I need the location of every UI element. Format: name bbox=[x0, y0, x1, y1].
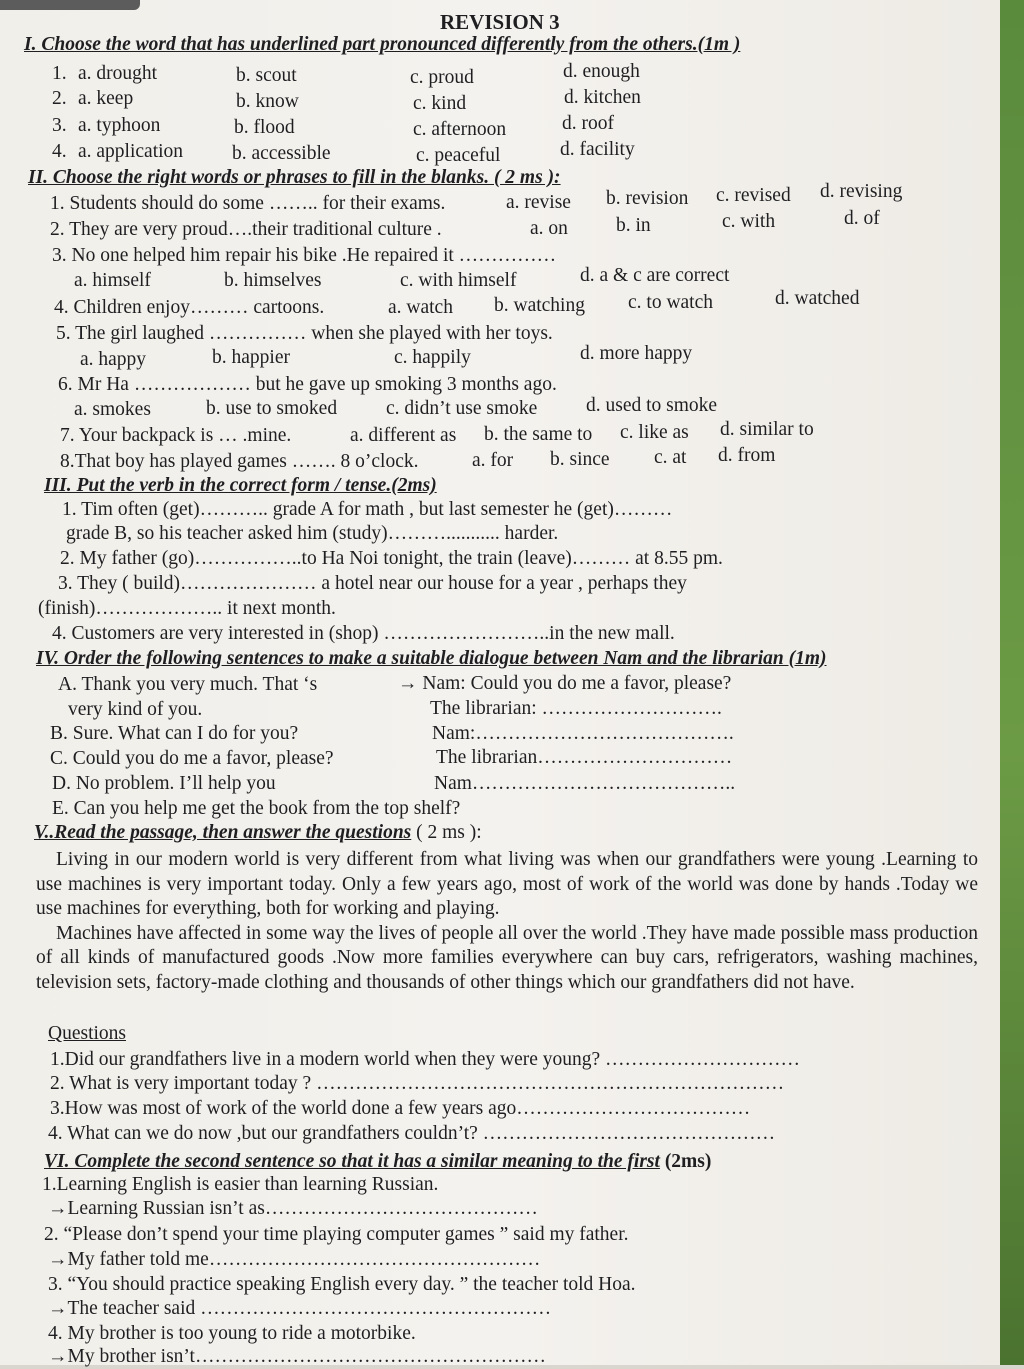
s2-q8-option-c: c. at bbox=[654, 447, 687, 468]
s2-q2-option-b: b. in bbox=[616, 215, 651, 236]
s2-q5-option-b: b. happier bbox=[212, 347, 290, 368]
s2-q3-option-b: b. himselves bbox=[224, 270, 322, 291]
s2-q8-stem: 8.That boy has played games ……. 8 o’clock. bbox=[60, 451, 419, 472]
s2-q7-option-b: b. the same to bbox=[484, 424, 593, 445]
s2-q1-option-b: b. revision bbox=[606, 188, 689, 209]
s2-q8-option-d: d. from bbox=[718, 445, 776, 466]
section-6-heading-row bbox=[44, 1150, 711, 1174]
s3-line-3: 2. My father (go)……………..to Ha Noi tonight, the train (leave)……… at 8.55 pm. bbox=[60, 548, 723, 569]
top-shadow bbox=[0, 0, 140, 10]
s2-q8-option-a: a. for bbox=[472, 450, 514, 471]
s2-q1-stem: 1. Students should do some …….. for their exams. bbox=[50, 193, 446, 214]
s2-q4-option-b: b. watching bbox=[494, 295, 585, 316]
s4-sentence-d: D. No problem. I’ll help you bbox=[52, 773, 276, 794]
s1-q4-option-b: b. accessible bbox=[232, 143, 331, 164]
s2-q1-option-c: c. revised bbox=[716, 185, 791, 206]
s2-q5-stem: 5. The girl laughed …………… when she played with her toys. bbox=[56, 323, 553, 344]
s2-q6-option-d: d. used to smoke bbox=[586, 395, 718, 416]
s4-sentence-a-cont: very kind of you. bbox=[68, 699, 203, 720]
s1-q2-option-d: d. kitchen bbox=[564, 87, 641, 108]
s2-q4-stem: 4. Children enjoy……… cartoons. bbox=[54, 297, 325, 318]
s2-q6-option-b: b. use to smoked bbox=[206, 398, 338, 419]
s5-question-3: 3.How was most of work of the world done a few years ago……………………………… bbox=[50, 1098, 751, 1119]
s2-q1-option-a: a. revise bbox=[506, 192, 571, 213]
s2-q7-option-a: a. different as bbox=[350, 425, 457, 446]
s2-q6-option-a: a. smokes bbox=[74, 399, 151, 420]
s3-line-4: 3. They ( build)………………… a hotel near our house for a year , perhaps they bbox=[58, 573, 687, 594]
s1-q3-option-d: d. roof bbox=[562, 113, 614, 134]
s5-question-2: 2. What is very important today ? ……………………………………………………………… bbox=[50, 1073, 785, 1094]
section-4-heading: IV. Order the following sentences to make a suitable dialogue between Nam and the librarian (1m) bbox=[36, 648, 827, 669]
s2-q5-option-a: a. happy bbox=[80, 349, 147, 370]
s1-q3-option-a: a. typhoon bbox=[78, 115, 161, 136]
section-5-heading-row bbox=[34, 821, 482, 845]
s2-q4-option-d: d. watched bbox=[775, 288, 860, 309]
s1-q1-option-d: d. enough bbox=[563, 61, 640, 82]
s2-q2-stem: 2. They are very proud….their traditional culture . bbox=[50, 219, 442, 240]
s2-q3-option-c: c. with himself bbox=[400, 270, 517, 291]
s3-line-2: grade B, so his teacher asked him (study)………........... harder. bbox=[66, 523, 559, 544]
s2-q4-option-c: c. to watch bbox=[628, 292, 714, 313]
s1-q1-option-a: a. drought bbox=[78, 63, 158, 84]
section-5-heading: V..Read the passage, then answer the questions bbox=[34, 822, 412, 843]
s2-q3-option-a: a. himself bbox=[74, 270, 151, 291]
s2-q2-option-d: d. of bbox=[844, 208, 880, 229]
s2-q6-stem: 6. Mr Ha ……………… but he gave up smoking 3 months ago. bbox=[58, 374, 557, 395]
s6-line-4: →My father told me…………………………………………… bbox=[48, 1249, 541, 1270]
s2-q1-option-d: d. revising bbox=[820, 181, 903, 202]
s6-line-8: →My brother isn’t……………………………………………… bbox=[48, 1346, 546, 1367]
green-background-edge bbox=[1000, 0, 1024, 1365]
s1-q3-option-b: b. flood bbox=[234, 117, 295, 138]
s2-q8-option-b: b. since bbox=[550, 449, 610, 470]
s1-q1-number: 1. bbox=[52, 63, 67, 84]
s6-line-1: 1.Learning English is easier than learning Russian. bbox=[42, 1174, 439, 1195]
s2-q3-stem: 3. No one helped him repair his bike .He repaired it …………… bbox=[52, 245, 557, 266]
s4-sentence-c: C. Could you do me a favor, please? bbox=[50, 748, 334, 769]
s3-line-1: 1. Tim often (get)……….. grade A for math , but last semester he (get)……… bbox=[62, 499, 673, 520]
s6-line-7: 4. My brother is too young to ride a motorbike. bbox=[48, 1323, 416, 1344]
section-5-heading-points: ( 2 ms ): bbox=[411, 822, 482, 843]
s1-q2-option-c: c. kind bbox=[413, 93, 467, 114]
s3-line-5: (finish)……………….. it next month. bbox=[38, 598, 336, 619]
s2-q7-option-d: d. similar to bbox=[720, 419, 814, 440]
s6-line-3: 2. “Please don’t spend your time playing computer games ” said my father. bbox=[44, 1224, 629, 1245]
page-title: REVISION 3 bbox=[440, 10, 560, 34]
s1-q1-option-b: b. scout bbox=[236, 65, 297, 86]
section-2-heading: II. Choose the right words or phrases to fill in the blanks. ( 2 ms ): bbox=[28, 167, 561, 188]
s3-line-6: 4. Customers are very interested in (shop) ……………………..in the new mall. bbox=[52, 623, 675, 644]
s2-q6-option-c: c. didn’t use smoke bbox=[386, 398, 538, 419]
reading-passage bbox=[36, 848, 978, 995]
s1-q3-number: 3. bbox=[52, 115, 67, 136]
s2-q3-option-d: d. a & c are correct bbox=[580, 265, 730, 286]
s4-dialogue-3: Nam:…………………………………. bbox=[432, 723, 734, 744]
passage-paragraph-1: Living in our modern world is very different from what living was when our grandfathers were young .Learning to use machines is very important today. Only a few years ago, most of work of the world was done by hands .Today we use machines for everything, both for working and playing. bbox=[36, 849, 978, 919]
s2-q5-option-c: c. happily bbox=[394, 347, 471, 368]
s6-line-5: 3. “You should practice speaking English every day. ” the teacher told Hoa. bbox=[48, 1274, 636, 1295]
s6-line-6: →The teacher said ……………………………………………… bbox=[48, 1298, 552, 1319]
section-3-heading: III. Put the verb in the correct form / tense.(2ms) bbox=[44, 475, 437, 496]
s4-dialogue-4: The librarian………………………… bbox=[436, 747, 733, 768]
s1-q2-number: 2. bbox=[52, 88, 67, 109]
questions-label: Questions bbox=[48, 1023, 126, 1044]
s1-q2-option-a: a. keep bbox=[78, 88, 134, 109]
s4-dialogue-2: The librarian: ………………………. bbox=[430, 698, 722, 719]
s4-dialogue-5: Nam………………………………….. bbox=[434, 773, 736, 794]
s2-q5-option-d: d. more happy bbox=[580, 343, 693, 364]
s1-q4-number: 4. bbox=[52, 141, 67, 162]
s5-question-4: 4. What can we do now ,but our grandfathers couldn’t? ……………………………………… bbox=[48, 1123, 776, 1144]
s2-q7-option-c: c. like as bbox=[620, 422, 689, 443]
s4-sentence-a: A. Thank you very much. That ‘s bbox=[58, 674, 318, 695]
s5-question-1: 1.Did our grandfathers live in a modern world when they were young? ………………………… bbox=[50, 1049, 801, 1070]
s2-q2-option-c: c. with bbox=[722, 211, 776, 232]
s1-q2-option-b: b. know bbox=[236, 91, 299, 112]
s1-q1-option-c: c. proud bbox=[410, 67, 474, 88]
s4-sentence-e: E. Can you help me get the book from the top shelf? bbox=[52, 798, 461, 819]
s1-q3-option-c: c. afternoon bbox=[413, 119, 507, 140]
s1-q4-option-a: a. application bbox=[78, 141, 184, 162]
s4-sentence-b: B. Sure. What can I do for you? bbox=[50, 723, 299, 744]
s2-q2-option-a: a. on bbox=[530, 218, 568, 239]
s1-q4-option-c: c. peaceful bbox=[416, 145, 501, 166]
s2-q4-option-a: a. watch bbox=[388, 297, 453, 318]
s4-dialogue-1: → Nam: Could you do me a favor, please? bbox=[398, 673, 732, 694]
s6-line-2: →Learning Russian isn’t as…………………………………… bbox=[48, 1198, 538, 1219]
section-1-heading: I. Choose the word that has underlined part pronounced differently from the others.(1m ) bbox=[24, 34, 741, 55]
section-6-heading-points: (2ms) bbox=[659, 1151, 712, 1172]
passage-paragraph-2: Machines have affected in some way the lives of people all over the world .They have made possible mass production of all kinds of manufactured goods .Now more families everywhere can buy cars, refrigerators, washing machines, television sets, factory-made clothing and thousands of other things which our grandfathers did not have. bbox=[36, 922, 978, 993]
s1-q4-option-d: d. facility bbox=[560, 139, 635, 160]
section-6-heading: VI. Complete the second sentence so that it has a similar meaning to the first bbox=[44, 1151, 660, 1172]
s2-q7-stem: 7. Your backpack is … .mine. bbox=[60, 425, 292, 446]
